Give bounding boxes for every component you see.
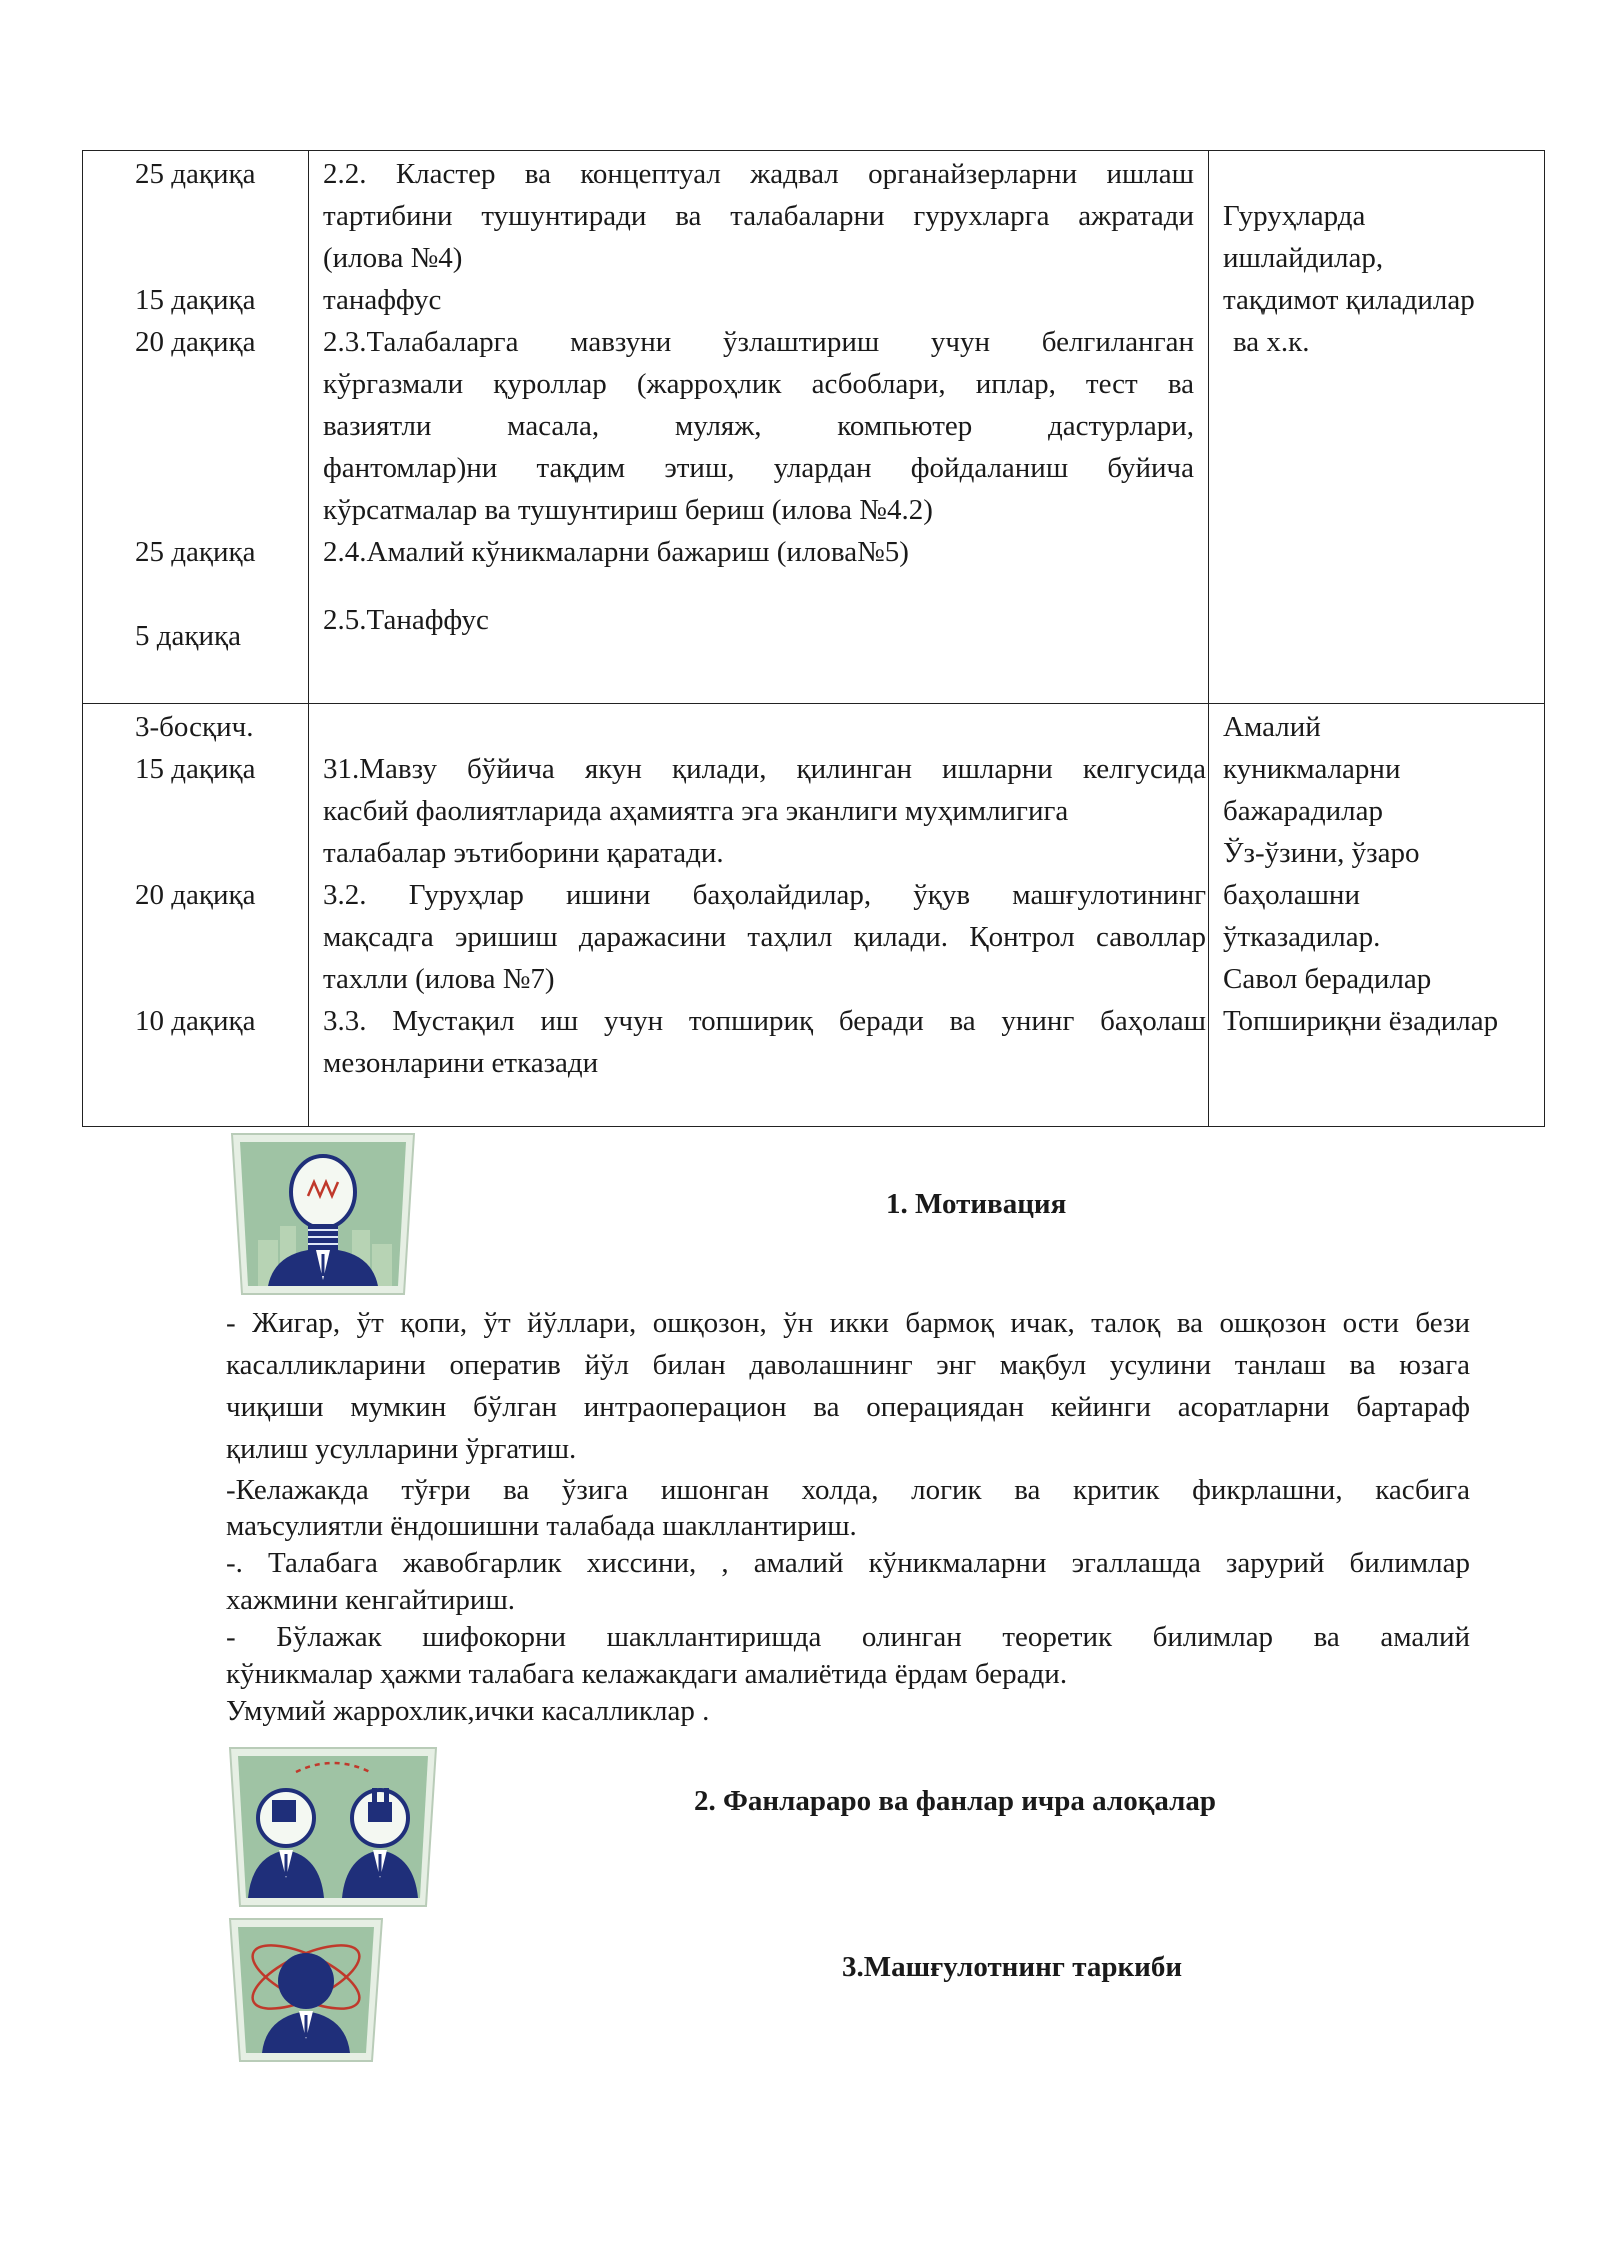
- activity-line: 3.3. Мустақил иш учун топшириқ беради ва унинг баҳолаш: [323, 1005, 1206, 1037]
- student-activity-cell: [1209, 704, 1545, 1127]
- paragraph-line: -. Талабага жавобгарлик хиссини, , амалий кўникмаларни эгаллашда зарурий билимлар: [226, 1547, 1470, 1579]
- student-line: Ўз-ўзини, ўзаро: [1223, 837, 1420, 869]
- paragraph-line: чиқиши мумкин бўлган интраоперацион ва операциядан кейинги асоратларни бартараф: [226, 1391, 1470, 1423]
- time-label: 20 дақиқа: [135, 326, 256, 358]
- activity-line: (илова №4): [323, 242, 463, 274]
- table-row: [83, 151, 1545, 704]
- activity-line: мезонларини етказади: [323, 1047, 599, 1079]
- two-heads-icon: [226, 1744, 440, 1910]
- paragraph-line: - Бўлажак шифокорни шакллантиришда олинган теоретик билимлар ва амалий: [226, 1621, 1470, 1653]
- time-label: 25 дақиқа: [135, 536, 256, 568]
- paragraph-line: кўникмалар ҳажми талабага келажакдаги амалиётида ёрдам беради.: [226, 1658, 1068, 1690]
- orbiting-head-icon: [226, 1915, 386, 2065]
- motivation-paragraph: [226, 1619, 1470, 1693]
- time-cell: [83, 704, 309, 1127]
- teacher-activity-cell: [309, 704, 1209, 1127]
- activity-line: фантомлар)ни тақдим этиш, улардан фойдаланиш буйича: [323, 452, 1194, 484]
- time-label: 25 дақиқа: [135, 158, 256, 190]
- motivation-paragraph: [226, 1693, 1470, 1730]
- student-activity-cell: [1209, 151, 1545, 704]
- lightbulb-head-icon: [228, 1130, 418, 1298]
- activity-line: 2.4.Амалий кўникмаларни бажариш (илова№5): [323, 536, 909, 568]
- lesson-structure-heading: 3.Машғулотнинг таркиби: [842, 1951, 1183, 1983]
- student-line: баҳолашни: [1223, 879, 1360, 911]
- student-line: куникмаларни: [1223, 753, 1401, 785]
- teacher-activity-cell: [309, 151, 1209, 704]
- activity-line: мақсадга эришиш даражасини таҳлил қилади. Қонтрол саволлар: [323, 921, 1206, 953]
- paragraph-line: хажмини кенгайтириш.: [226, 1584, 516, 1616]
- time-cell: [83, 151, 309, 704]
- activity-line: 2.3.Талабаларга мавзуни ўзлаштириш учун белгиланган: [323, 326, 1194, 358]
- motivation-paragraph: [226, 1302, 1470, 1470]
- table-row: [83, 704, 1545, 1127]
- paragraph-line: маъсулиятли ёндошишни талабада шакллантириш.: [226, 1510, 857, 1542]
- paragraph-line: - Жигар, ўт қопи, ўт йўллари, ошқозон, ўн икки бармоқ ичак, талоқ ва ошқозон ости бези: [226, 1307, 1470, 1339]
- activity-line: кўргазмали қуроллар (жарроҳлик асбоблари, иплар, тест ва: [323, 368, 1194, 400]
- activity-line: тартибини тушунтиради ва талабаларни гурухларга ажратади: [323, 200, 1194, 232]
- lesson-plan-table: [82, 150, 1545, 1127]
- time-label: 15 дақиқа: [135, 284, 256, 316]
- activity-line: 3.2. Гуруҳлар ишини баҳолайдилар, ўқув машғулотининг: [323, 879, 1206, 911]
- activity-line: вазиятли масала, муляж, компьютер дастурлари,: [323, 410, 1194, 442]
- activity-line: кўрсатмалар ва тушунтириш бериш (илова №4.2): [323, 494, 933, 526]
- student-line: ишлайдилар,: [1223, 242, 1384, 274]
- time-label: 15 дақиқа: [135, 753, 256, 785]
- student-line: тақдимот қиладилар: [1223, 284, 1475, 316]
- motivation-paragraph: [226, 1545, 1470, 1619]
- student-line: ва х.к.: [1233, 326, 1310, 358]
- time-label: 10 дақиқа: [135, 1005, 256, 1037]
- student-line: Гуруҳларда: [1223, 200, 1366, 232]
- activity-line: талабалар эътиборини қаратади.: [323, 837, 724, 869]
- activity-line: касбий фаолиятларида аҳамиятга эга эканлиги муҳимлигига: [323, 795, 1069, 827]
- student-line: Топшириқни ёзадилар: [1223, 1005, 1499, 1037]
- student-line: бажарадилар: [1223, 795, 1384, 827]
- paragraph-line: Умумий жаррохлик,ички касалликлар .: [226, 1695, 710, 1727]
- interdisciplinary-heading: 2. Фанлараро ва фанлар ичра алоқалар: [694, 1785, 1217, 1817]
- student-line: Амалий: [1223, 711, 1321, 743]
- paragraph-line: касалликларини оператив йўл билан даволашнинг энг мақбул усулини танлаш ва юзага: [226, 1349, 1470, 1381]
- student-line: ўтказадилар.: [1223, 921, 1381, 953]
- stage-label: 3-босқич.: [135, 711, 254, 743]
- activity-break: танаффус: [323, 284, 442, 316]
- paragraph-line: -Келажакда тўғри ва ўзига ишонган холда, логик ва критик фикрлашни, касбига: [226, 1474, 1470, 1506]
- activity-line: 31.Мавзу бўйича якун қилади, қилинган ишларни келгусида: [323, 753, 1206, 785]
- activity-line: 2.5.Танаффус: [323, 604, 489, 636]
- activity-line: тахлли (илова №7): [323, 963, 555, 995]
- student-line: Савол берадилар: [1223, 963, 1432, 995]
- paragraph-line: қилиш усулларини ўргатиш.: [226, 1433, 577, 1465]
- motivation-heading: 1. Мотивация: [886, 1188, 1067, 1220]
- motivation-paragraph: [226, 1472, 1470, 1544]
- time-label: 5 дақиқа: [135, 620, 241, 652]
- time-label: 20 дақиқа: [135, 879, 256, 911]
- activity-line: 2.2. Кластер ва концептуал жадвал органайзерларни ишлаш: [323, 158, 1194, 190]
